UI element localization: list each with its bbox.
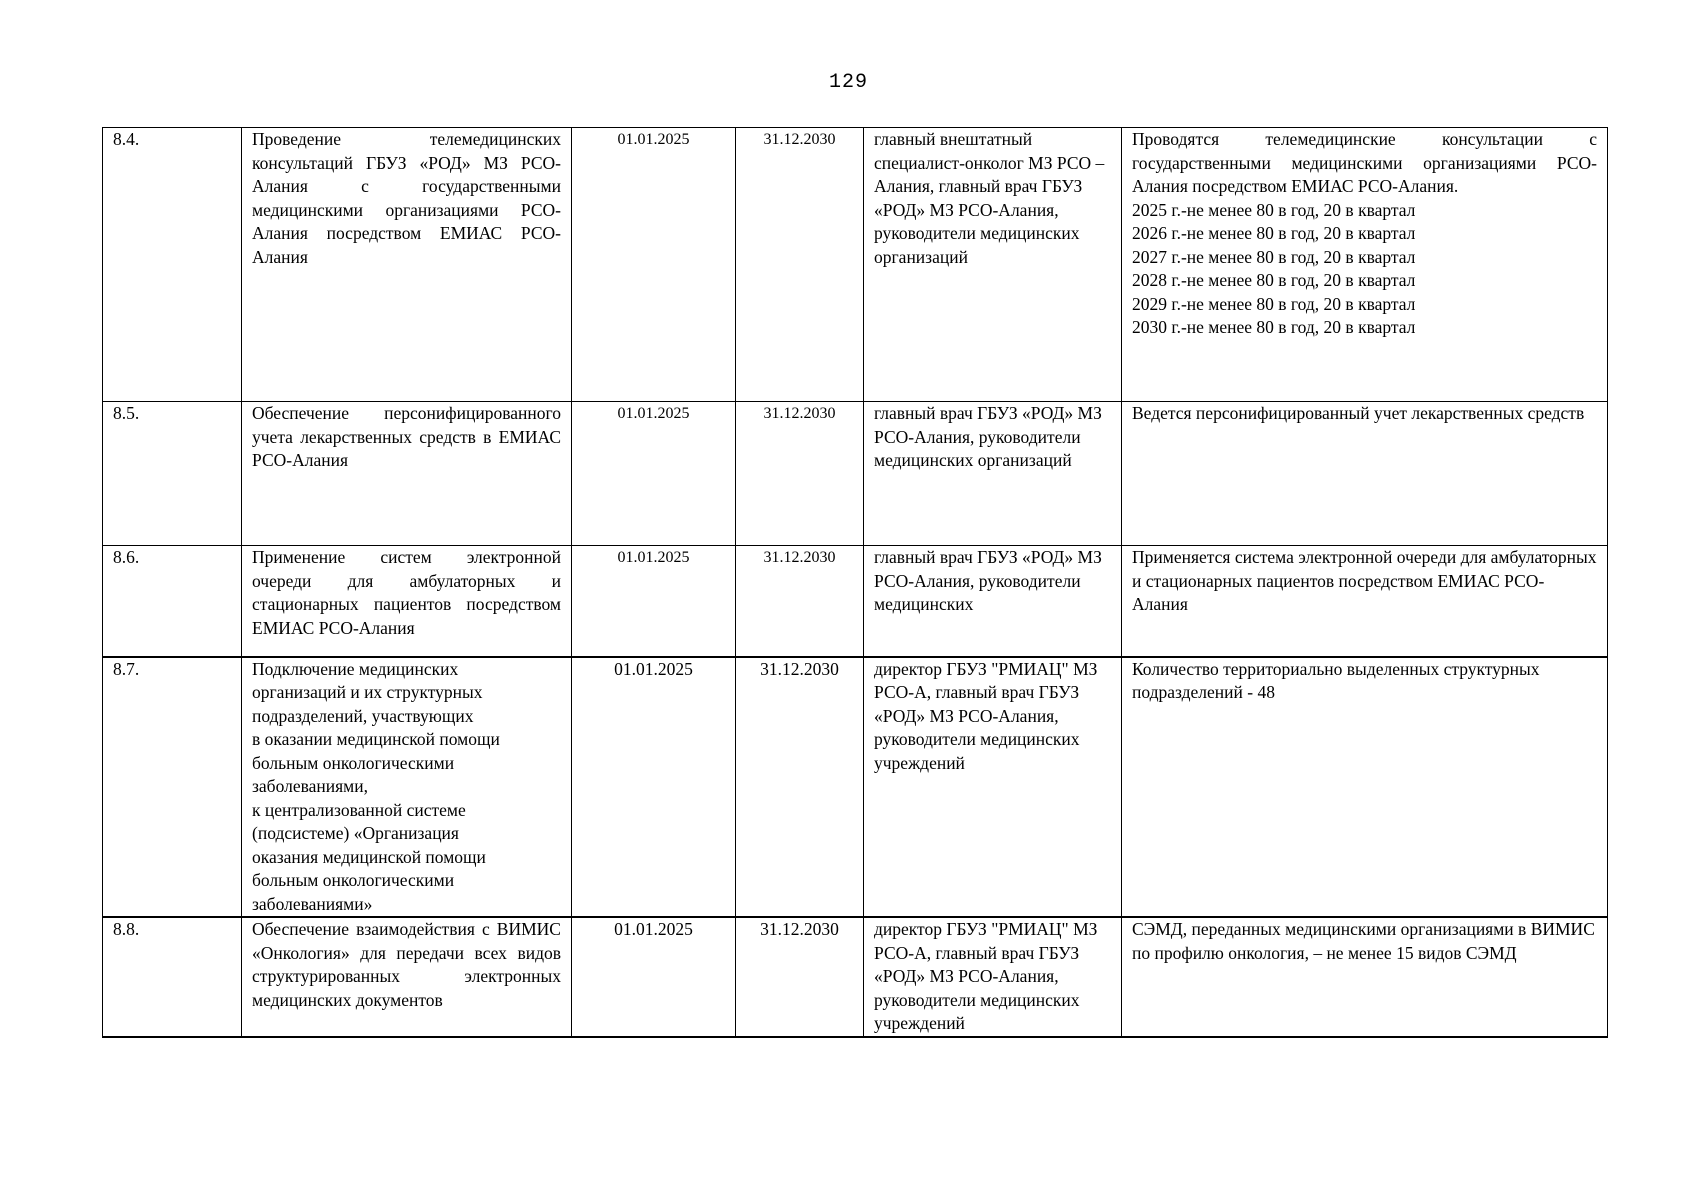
- name-line: заболеваниями»: [252, 893, 373, 914]
- result-line: 2029 г.-не менее 80 в год, 20 в квартал: [1132, 293, 1416, 314]
- expected-result: Ведется персонифицированный учет лекарственных средств: [1122, 402, 1608, 546]
- start-date: 01.01.2025: [572, 402, 736, 546]
- name-line: к централизованной системе: [252, 799, 466, 820]
- measure-name: Проведение телемедицинских консультаций ГБУЗ «РОД» МЗ РСО-Алания с государственными медицинскими организациями РСО-Алания посредством ЕМИАС РСО-Алания: [242, 128, 572, 402]
- end-date: 31.12.2030: [736, 402, 864, 546]
- name-line: (подсистеме) «Организация: [252, 823, 459, 843]
- table-row: [103, 546, 1608, 657]
- start-date: 01.01.2025: [572, 917, 736, 1037]
- start-date: 01.01.2025: [572, 657, 736, 918]
- end-date: 31.12.2030: [736, 546, 864, 657]
- table-row: [103, 917, 1608, 1037]
- name-line: в оказании медицинской помощи: [252, 729, 500, 749]
- result-line: 2030 г.-не менее 80 в год, 20 в квартал: [1132, 317, 1416, 337]
- expected-result: Количество территориально выделенных структурных подразделений - 48: [1122, 657, 1608, 918]
- row-number: 8.6.: [103, 546, 242, 657]
- name-line: заболеваниями,: [252, 776, 368, 796]
- end-date: 31.12.2030: [736, 917, 864, 1037]
- table-row: [103, 128, 1608, 402]
- responsible: главный врач ГБУЗ «РОД» МЗ РСО-Алания, руководители медицинских организаций: [864, 402, 1122, 546]
- result-line: 2026 г.-не менее 80 в год, 20 в квартал: [1132, 223, 1416, 243]
- end-date: 31.12.2030: [736, 128, 864, 402]
- table-row: [103, 657, 1608, 918]
- measure-name: Применение систем электронной очереди для амбулаторных и стационарных пациентов посредством ЕМИАС РСО-Алания: [242, 546, 572, 657]
- result-line: 2028 г.-не менее 80 в год, 20 в квартал: [1132, 270, 1416, 290]
- responsible: директор ГБУЗ "РМИАЦ" МЗ РСО-А, главный врач ГБУЗ «РОД» МЗ РСО-Алания, руководители медицинских учреждений: [864, 917, 1122, 1037]
- measure-name: Обеспечение персонифицированного учета лекарственных средств в ЕМИАС РСО-Алания: [242, 402, 572, 546]
- responsible: главный внештатный специалист-онколог МЗ РСО – Алания, главный врач ГБУЗ «РОД» МЗ РСО-Алания, руководители медицинских организаций: [864, 128, 1122, 402]
- name-line: оказания медицинской помощи: [252, 846, 486, 867]
- expected-result: Применяется система электронной очереди для амбулаторных и стационарных пациентов посредством ЕМИАС РСО-Алания: [1122, 546, 1608, 657]
- responsible: директор ГБУЗ "РМИАЦ" МЗ РСО-А, главный врач ГБУЗ «РОД» МЗ РСО-Алания, руководители медицинских учреждений: [864, 657, 1122, 918]
- measure-name: [242, 657, 572, 918]
- responsible: главный врач ГБУЗ «РОД» МЗ РСО-Алания, руководители медицинских: [864, 546, 1122, 657]
- name-line: больным онкологическими: [252, 752, 455, 773]
- name-line: подразделений, участвующих: [252, 705, 474, 726]
- row-number: 8.7.: [103, 657, 242, 918]
- result-line: 2025 г.-не менее 80 в год, 20 в квартал: [1132, 199, 1416, 220]
- measures-table: [102, 127, 1608, 1038]
- start-date: 01.01.2025: [572, 128, 736, 402]
- name-line: Подключение медицинских: [252, 658, 459, 679]
- result-line: Проводятся телемедицинские консультации с государственными медицинскими организациями РСО-Алания посредством ЕМИАС РСО-Алания.: [1132, 129, 1597, 196]
- table-row: [103, 402, 1608, 546]
- measure-name: Обеспечение взаимодействия с ВИМИС «Онкология» для передачи всех видов структурированных электронных медицинских документов: [242, 917, 572, 1037]
- row-number: 8.8.: [103, 917, 242, 1037]
- name-line: больным онкологическими: [252, 870, 455, 890]
- start-date: 01.01.2025: [572, 546, 736, 657]
- result-line: 2027 г.-не менее 80 в год, 20 в квартал: [1132, 246, 1416, 267]
- row-number: 8.5.: [103, 402, 242, 546]
- expected-result: [1122, 128, 1608, 402]
- end-date: 31.12.2030: [736, 657, 864, 918]
- page-number: 129: [828, 71, 868, 94]
- row-number: 8.4.: [103, 128, 242, 402]
- expected-result: СЭМД, переданных медицинскими организациями в ВИМИС по профилю онкология, – не менее 15 видов СЭМД: [1122, 917, 1608, 1037]
- name-line: организаций и их структурных: [252, 682, 483, 702]
